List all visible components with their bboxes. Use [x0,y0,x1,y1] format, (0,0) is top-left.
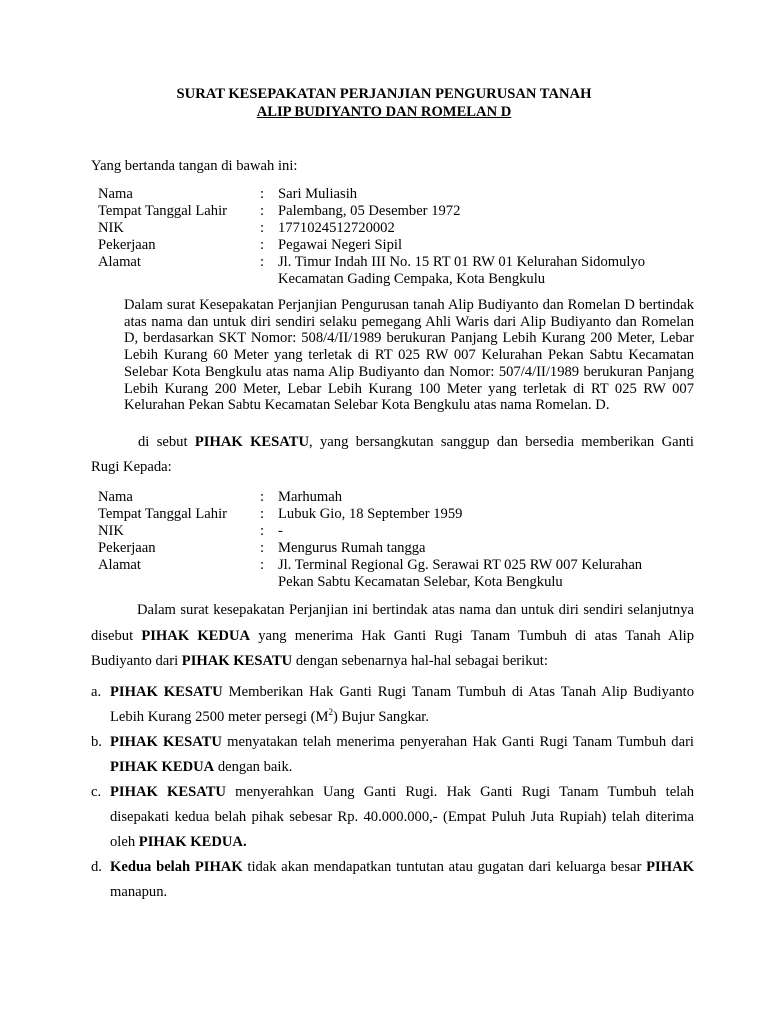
field-label: Nama [98,489,133,505]
text: ) Bujur Sangkar. [332,709,430,725]
field-colon: : [260,489,265,505]
bold-text: PIHAK KESATU [181,653,293,669]
text: dengan sebenarnya hal-hal sebagai berikut: [292,653,548,669]
party2-row-pekerjaan [98,540,678,557]
field-label: NIK [98,220,124,236]
text: di sebut [138,434,195,450]
bold-text: PIHAK KEDUA. [138,834,247,850]
superscript: 2 [328,707,333,718]
document-title-line1: SURAT KESEPAKATAN PERJANJIAN PENGURUSAN TANAH [176,86,592,102]
party2-row-alamat [98,557,678,591]
list-marker: d. [91,859,102,875]
list-marker: c. [91,784,102,800]
field-value [278,254,678,288]
field-colon: : [260,254,265,270]
party2-row-nik [98,523,678,540]
party2-identity-table [98,489,678,591]
field-label: Alamat [98,254,141,270]
field-colon: : [260,557,265,573]
paragraph-pihak-kedua [91,598,694,675]
party2-row-ttl [98,506,678,523]
party1-row-ttl [98,203,678,220]
text: menyatakan telah menerima penyerahan Hak Ganti Rugi Tanam Tumbuh dari [221,734,694,750]
field-value: Marhumah [278,489,343,505]
text: Dalam surat kesepakatan Perjanjian ini bertindak atas nama dan untuk diri sendiri selanjutnya disebut [91,602,694,644]
field-colon: : [260,237,265,253]
text: yang menerima Hak Ganti Rugi Tanam Tumbuh di atas Tanah Alip Budiyanto dari [91,627,694,669]
party1-identity-table [98,186,678,288]
list-item-a [91,680,694,730]
field-label: Tempat Tanggal Lahir [98,203,227,219]
field-colon: : [260,186,265,202]
intro-text: Yang bertanda tangan di bawah ini: [91,158,298,174]
list-marker: b. [91,734,102,750]
field-value: - [278,523,283,539]
bold-text: PIHAK KESATU [110,684,223,700]
field-colon: : [260,540,265,556]
party1-row-alamat [98,254,678,288]
list-item-c [91,780,694,855]
list-item-d [91,855,694,905]
bold-text: PIHAK KEDUA [110,759,215,775]
party1-row-pekerjaan [98,237,678,254]
field-label: Tempat Tanggal Lahir [98,506,227,522]
text: manapun. [110,884,168,900]
list-content [110,855,694,905]
text: menyerahkan Uang Ganti Rugi. Hak Ganti Rugi Tanam Tumbuh telah disepakati kedua belah pihak sebesar Rp. 40.000.000,- (Empat Puluh Juta Rupiah) telah diterima oleh [110,784,694,850]
list-content [110,780,694,855]
party1-row-nik [98,220,678,237]
terms-list [91,680,694,905]
field-label: Alamat [98,557,141,573]
bold-text: PIHAK [646,859,694,875]
field-label: Nama [98,186,133,202]
bold-text: PIHAK KESATU [194,434,309,450]
address-line1: Jl. Terminal Regional Gg. Serawai RT 025 RW 007 Kelurahan [278,557,643,573]
bold-text: Kedua belah PIHAK [110,859,243,875]
field-value: Mengurus Rumah tangga [278,540,426,556]
address-line2: Kecamatan Gading Cempaka, Kota Bengkulu [278,271,546,287]
field-colon: : [260,220,265,236]
field-colon: : [260,523,265,539]
rugi-kepada-line: Rugi Kepada: [91,459,172,475]
field-label: Pekerjaan [98,237,156,253]
address-line2: Pekan Sabtu Kecamatan Selebar, Kota Bengkulu [278,574,563,590]
text: tidak akan mendapatkan tuntutan atau gugatan dari keluarga besar [242,859,647,875]
field-label: NIK [98,523,124,539]
list-marker: a. [91,684,102,700]
address-line1: Jl. Timur Indah III No. 15 RT 01 RW 01 Kelurahan Sidomulyo [278,254,646,270]
field-value [278,557,678,591]
bold-text: PIHAK KESATU [110,734,222,750]
party1-row-nama [98,186,678,203]
paragraph-pihak-kesatu [124,297,694,414]
field-value: 1771024512720002 [278,220,395,236]
field-colon: : [260,506,265,522]
party2-row-nama [98,489,678,506]
field-value: Lubuk Gio, 18 September 1959 [278,506,463,522]
document-title-line2: ALIP BUDIYANTO DAN ROMELAN D [256,104,512,120]
field-colon: : [260,203,265,219]
list-content [110,730,694,780]
bold-text: PIHAK KESATU [110,784,226,800]
sebut-pihak-kesatu-line [138,433,694,451]
field-value: Sari Muliasih [278,186,358,202]
text: Memberikan Hak Ganti Rugi Tanam Tumbuh di Atas Tanah Alip Budiyanto Lebih Kurang 2500 meter persegi (M [110,684,694,725]
field-label: Pekerjaan [98,540,156,556]
paragraph-text: Dalam surat Kesepakatan Perjanjian Pengurusan tanah Alip Budiyanto dan Romelan D bertindak atas nama dan untuk diri sendiri selaku pemegang Ahli Waris dari Alip Budiyanto dan Romelan D, berdasarkan SKT Nomor: 508/4/II/1989 berukuran Panjang Lebih Kurang 200 Meter, Lebar Lebih Kurang 60 Meter yang terletak di RT 025 RW 007 Kelurahan Pekan Sabtu Kecamatan Selebar Kota Bengkulu atas nama Alip Budiyanto dan Nomor: 507/4/II/1989 berukuran Panjang Lebih Kurang 200 Meter, Lebar Lebih Kurang 100 Meter yang terletak di RT 025 RW 007 Kelurahan Pekan Sabtu Kecamatan Selebar Kota Bengkulu atas nama Romelan. D. [124,297,694,414]
list-content [110,680,694,730]
bold-text: PIHAK KEDUA [141,627,251,644]
text: , yang bersangkutan sanggup dan bersedia memberikan Ganti [309,434,694,450]
text: dengan baik. [214,759,293,775]
list-item-b [91,730,694,780]
field-value: Palembang, 05 Desember 1972 [278,203,461,219]
field-value: Pegawai Negeri Sipil [278,237,403,253]
